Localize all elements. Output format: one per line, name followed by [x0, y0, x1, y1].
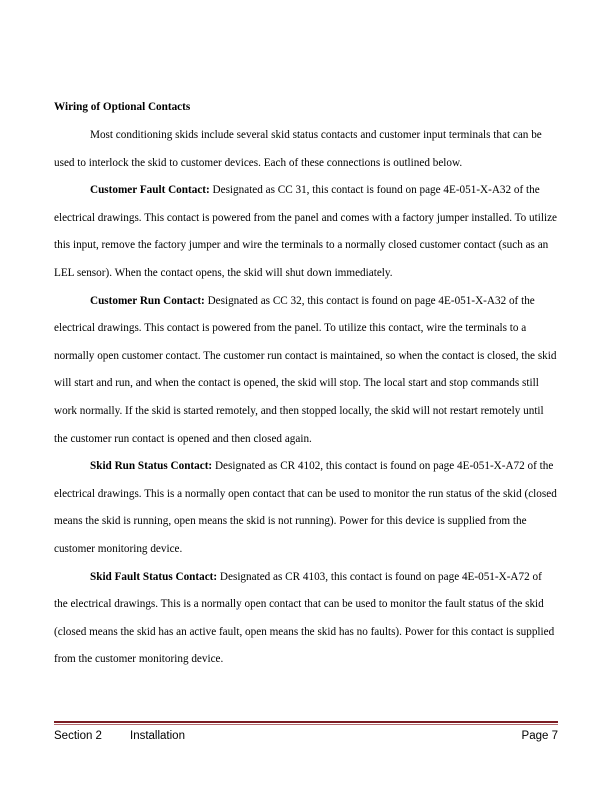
customer-fault-contact-text: Designated as CC 31, this contact is found on page 4E-051-X-A32 of the electrical drawings. This contact is powered from the panel and comes with a factory jumper installed. To utilize this input, remove the factory jumper and wire the terminals to a normally closed customer contact (such as an LEL sensor). When the contact opens, the skid will shut down immediately.	[54, 184, 558, 279]
customer-run-contact-paragraph	[54, 288, 558, 454]
skid-run-status-contact-text: Designated as CR 4102, this contact is found on page 4E-051-X-A72 of the electrical drawings. This is a normally open contact that can be used to monitor the run status of the skid (closed means the skid is running, open means the skid is not running). Power for this device is supplied from the customer monitoring device.	[54, 460, 557, 555]
skid-run-status-contact-lead: Skid Run Status Contact:	[90, 460, 213, 473]
intro-paragraph: Most conditioning skids include several skid status contacts and customer input terminals that can be used to interlock the skid to customer devices. Each of these connections is outlined below.	[54, 129, 542, 169]
skid-run-status-contact-paragraph	[54, 453, 558, 563]
customer-run-contact-lead: Customer Run Contact:	[90, 294, 205, 307]
customer-run-contact-text: Designated as CC 32, this contact is found on page 4E-051-X-A32 of the electrical drawings. This contact is powered from the panel. To utilize this contact, wire the terminals to a normally open customer contact. The customer run contact is maintained, so when the contact is closed, the skid will start and run, and when the contact is opened, the skid will stop. The local start and stop commands still work normally. If the skid is started remotely, and then stopped locally, the skid will not restart remotely until the customer run contact is opened and then closed again.	[54, 294, 557, 445]
footer-rule-thin	[54, 724, 558, 725]
footer-page-number: Page 7	[521, 730, 558, 742]
skid-fault-status-contact-lead: Skid Fault Status Contact:	[90, 570, 218, 583]
footer-section-title: Installation	[130, 730, 185, 742]
skid-fault-status-contact-paragraph	[54, 564, 558, 674]
footer-section-label: Section 2	[54, 730, 102, 742]
footer-rule-thick	[54, 721, 558, 723]
section-heading: Wiring of Optional Contacts	[54, 101, 191, 113]
page-content	[54, 96, 558, 674]
customer-fault-contact-lead: Customer Fault Contact:	[90, 184, 210, 197]
customer-fault-contact-paragraph	[54, 177, 558, 287]
skid-fault-status-contact-text: Designated as CR 4103, this contact is found on page 4E-051-X-A72 of the electrical drawings. This is a normally open contact that can be used to monitor the fault status of the skid (closed means the skid has an active fault, open means the skid has no faults). Power for this contact is supplied from the customer monitoring device.	[54, 570, 555, 666]
